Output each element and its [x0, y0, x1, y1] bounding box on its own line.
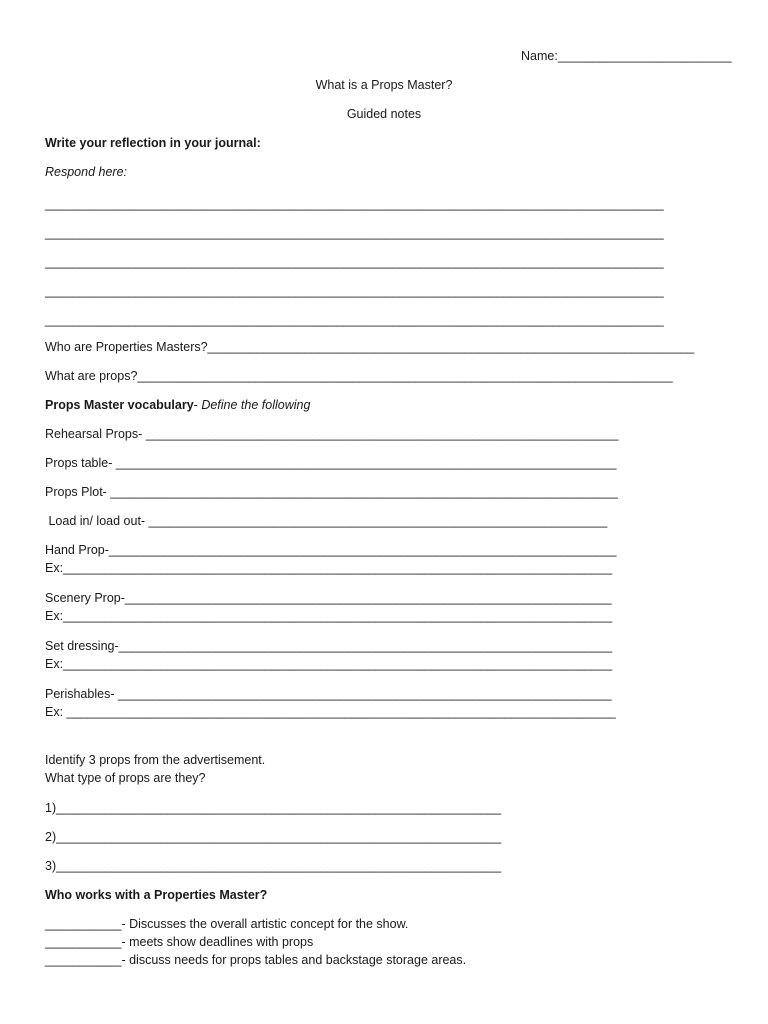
identify-answer-line: 3)________________________________________________________________	[45, 859, 502, 873]
page-title: What is a Props Master?	[315, 78, 453, 92]
who-works-heading: Who works with a Properties Master?	[45, 888, 268, 902]
vocab-hand-prop: Hand Prop-_________________________________________________________________________	[45, 543, 617, 557]
vocab-rehearsal-props: Rehearsal Props- ____________________________________________________________________	[45, 427, 619, 441]
vocab-load-in-load-out: Load in/ load out- __________________________________________________________________	[45, 514, 608, 528]
reflection-heading: Write your reflection in your journal:	[45, 136, 261, 150]
vocab-scenery-prop-example: Ex:_______________________________________________________________________________	[45, 609, 613, 623]
vocabulary-instruction: Define the following	[201, 398, 311, 412]
name-field-line: Name:_________________________	[521, 49, 732, 63]
question-who-are-properties-masters: Who are Properties Masters?______________________________________________________________________	[45, 340, 695, 354]
reflection-prompt: Respond here:	[45, 165, 128, 179]
vocabulary-heading-label: Props Master vocabulary	[45, 398, 194, 412]
reflection-line: _________________________________________________________________________________________	[45, 197, 664, 211]
vocab-set-dressing: Set dressing-_______________________________________________________________________	[45, 639, 613, 653]
reflection-line: _________________________________________________________________________________________	[45, 284, 664, 298]
who-works-item: ___________- Discusses the overall artistic concept for the show.	[45, 917, 409, 931]
who-works-item: ___________- discuss needs for props tables and backstage storage areas.	[45, 953, 467, 967]
reflection-line: _________________________________________________________________________________________	[45, 226, 664, 240]
identify-question: What type of props are they?	[45, 771, 206, 785]
vocabulary-heading	[45, 397, 310, 413]
vocab-hand-prop-example: Ex:_______________________________________________________________________________	[45, 561, 613, 575]
reflection-line: _________________________________________________________________________________________	[45, 255, 664, 269]
vocab-perishables: Perishables- _______________________________________________________________________	[45, 687, 612, 701]
vocab-scenery-prop: Scenery Prop-______________________________________________________________________	[45, 591, 612, 605]
who-works-item: ___________- meets show deadlines with props	[45, 935, 314, 949]
identify-answer-line: 1)________________________________________________________________	[45, 801, 502, 815]
vocab-props-plot: Props Plot- _________________________________________________________________________	[45, 485, 618, 499]
vocab-perishables-example: Ex: _______________________________________________________________________________	[45, 705, 616, 719]
vocabulary-heading-dash: -	[193, 398, 202, 412]
reflection-line: _________________________________________________________________________________________	[45, 313, 664, 327]
vocab-props-table: Props table- ________________________________________________________________________	[45, 456, 617, 470]
vocab-set-dressing-example: Ex:_______________________________________________________________________________	[45, 657, 613, 671]
identify-answer-line: 2)________________________________________________________________	[45, 830, 502, 844]
identify-instruction: Identify 3 props from the advertisement.	[45, 753, 266, 767]
page-subtitle: Guided notes	[346, 107, 422, 121]
question-what-are-props: What are props?_____________________________________________________________________________	[45, 369, 673, 383]
